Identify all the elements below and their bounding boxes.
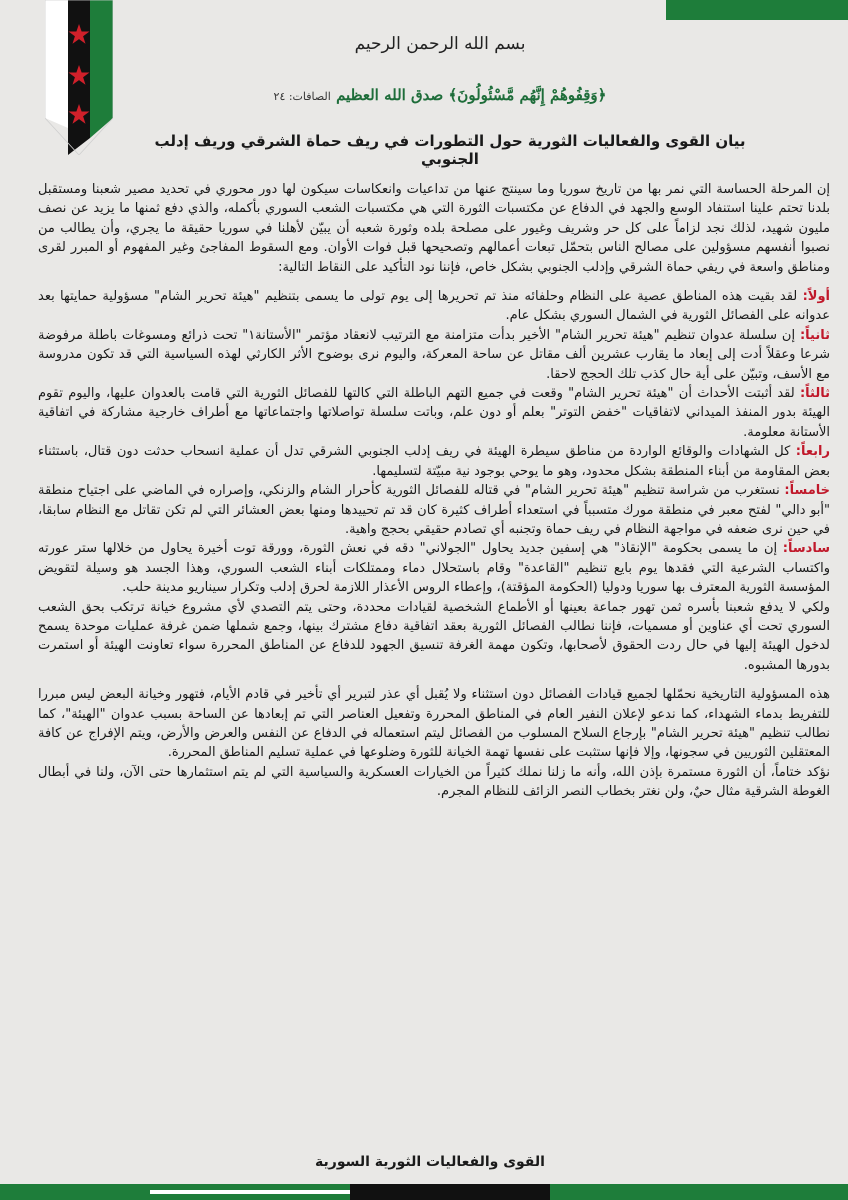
point-3 xyxy=(38,384,830,442)
intro-paragraph: إن المرحلة الحساسة التي نمر بها من تاريخ سوريا وما سينتج عنها من تداعيات وانعكاسات سيكون لها دور محوري في تحديد مصير شعبنا ومستقبل بلدنا تحتم علينا استنفاد الوسع والجهد في الدفاع عن مكتسبات الثورة التي هي مكتسبات الشعب السوري بأكمله، والذي دفع ثمنها ما يزيد عن نصف مليون شهيد، لذلك نجد لزاماً على كل حر وشريف وغيور على مصلحة بلده وثورة شعبه أن يبيّن لأهلنا في سوريا حقيقة ما يجري، وأن يطالب من نصبوا أنفسهم مسؤولين على مصالح الناس بتحمّل تبعات أعمالهم وتصحيحها قبل فوات الأوان. ومع السقوط المفاجئ وغير المفهوم أو المبرر لقرى ومناطق واسعة في ريفي حماة الشرقي وإدلب الجنوبي بشكل خاص، فإننا نود التأكيد على النقاط التالية: xyxy=(38,182,830,275)
point-3-text: لقد أثبتت الأحداث أن "هيئة تحرير الشام" وقعت في جميع التهم الباطلة التي كالتها للفصائل الثورية التي قامت بالعدوان عليها، واليوم تقوم الهيئة بدور المنفذ الميداني لاتفاقيات "خفض التوتر" بعلم أو دون علم، وباتت سلسلة تواصلاتها واجتماعاتها مع أطراف خارجية مشاركة في اتفاقية الأستانة معلومة. xyxy=(38,386,830,440)
point-4 xyxy=(38,442,830,481)
point-1-label: أولاً: xyxy=(802,289,830,305)
signature: القوى والفعاليات الثورية السورية xyxy=(315,1154,545,1170)
point-1 xyxy=(38,287,830,326)
point-6-text: إن ما يسمى بحكومة "الإنقاذ" هي إسفين جديد يحاول "الجولاني" دقه في نعش الثورة، وورقة توت أخيرة يحاول من خلالها ستر عورته واكتساب الشرعية التي فقدها يوم بايع تنظيم "القاعدة" وقام باستحلال دماء وممتلكات أبناء الشعب السوري، وهذا الجسد هو وسيلة لتقويض المؤسسة الثورية المعترف بها سوريا ودوليا (الحكومة المؤقتة)، وإعطاء الروس الأعذار اللازمة لحرق إدلب وتكرار سيناريو مدينة حلب. xyxy=(38,541,830,596)
quran-verse-text: ﴿وَقِفُوهُمْ إِنَّهُم مَّسْئُولُونَ﴾ صدق الله العظيم xyxy=(336,86,607,104)
point-2-label: ثانياً: xyxy=(799,327,830,343)
point-4-text: كل الشهادات والوقائع الواردة من مناطق سيطرة الهيئة في ريف إدلب الجنوبي الشرقي تدل أن عملية انسحاب حدثت دون قتال، باستثناء بعض المقاومة من أبناء المنطقة بشكل محدود، وهو ما يوحي بوجود نية مبيّتة لتسليمها. xyxy=(38,444,830,479)
closing-paragraph-1: ولكي لا يدفع شعبنا بأسره ثمن تهور جماعة بعينها أو الأطماع الشخصية لقيادات محددة، وحتى يتم التصدي لأي مشروع خيانة ترتكب بحق الشعب السوري تحت أي عناوين أو مسميات، فإننا نطالب الفصائل الثورية بعقد اتفاقية دفاع مشترك بينها، وجمع شملها ضمن غرفة عمليات موحدة يسمح لدخول الهيئة إليها في حال ردت الحقوق لأصحابها، وتكون مهمة الغرفة تنسيق الجهود للدفاع عن المناطق المحررة سواء تعاونت الهيئة أو استمرت بدورها المشبوه. xyxy=(38,599,830,673)
point-3-label: ثالثاً: xyxy=(799,386,830,402)
point-4-label: رابعاً: xyxy=(795,444,830,460)
point-5 xyxy=(38,481,830,539)
syrian-revolution-flag-icon xyxy=(45,0,113,155)
quran-verse xyxy=(200,86,680,104)
point-6 xyxy=(38,539,830,597)
statement-title: بيان القوى والفعاليات الثورية حول التطورات في ريف حماة الشرقي وريف إدلب الجنوبي xyxy=(154,132,746,168)
point-1-text: لقد بقيت هذه المناطق عصية على النظام وحلفائه منذ تم تحريرها إلى يوم تولى ما يسمى بتنظيم "هيئة تحرير الشام" مسؤولية حمايتها بعد عدوانه على الفصائل الثورية في الشمال السوري بشكل عام. xyxy=(38,289,830,324)
flag-white-stripe xyxy=(45,0,68,128)
closing-paragraph-2: هذه المسؤولية التاريخية نحمّلها لجميع قيادات الفصائل دون استثناء ولا يُقبل أي عذر لتبرير أي تأخير في قادم الأيام، فتهور وخيانة البعض ليس مبررا للتفريط بدماء الشهداء، كما ندعو لإعلان النفير العام في المناطق المحررة وتفعيل العناصر التي تم إبعادها عن الساحة بسبب عدوان "الهيئة"، كما نطالب تنظيم "هيئة تحرير الشام" بإرجاع السلاح المسلوب من الفصائل ليتم استعماله في الدفاع عن النفس والعرض والأرض، ويتم الإفراج عن كافة المعتقلين الثوريين في سجونها، وإلا فإنها ستثبت على نفسها تهمة الخيانة للثورة وضلوعها في عملية تسليم المناطق المحررة. xyxy=(38,687,830,761)
point-2-text: إن سلسلة عدوان تنظيم "هيئة تحرير الشام" الأخير بدأت متزامنة مع الترتيب لانعقاد مؤتمر "الأستانة١" تحت ذرائع ومسوغات باطلة مرفوضة شرعا وعقلاً أدت إلى إبعاد ما يقارب عشرين ألف مقاتل عن ساحة المعركة، واليوم نرى بوضوح الأثر الكارثي لهذه السياسية التي قد تكون مدروسة مع الأسف، وتبيّن على أية حال كذب تلك الحجج لاحقا. xyxy=(38,327,830,382)
statement-body xyxy=(38,180,830,802)
point-5-text: نستغرب من شراسة تنظيم "هيئة تحرير الشام" في قتاله للفصائل الثورية كأحرار الشام والزنكي، وإصراره في الماضي على اجتياح منطقة "أبو دالي" لفتح معبر في منطقة مورك متسبباً في استعداء أطراف كثيرة كان قد تم تحييدها ومنها بعض العشائر التي لم تكن تقاتل مع النظام سابقا، في حين نرى ضعفه في مواجهة النظام في ريف حماة وتجنبه أي تصادم حقيقي بحجج واهية. xyxy=(38,483,830,537)
bottom-white-stripe xyxy=(150,1190,350,1194)
point-6-label: سادساً: xyxy=(782,541,830,557)
quran-reference: الصافات: ٢٤ xyxy=(273,90,331,103)
top-accent-bar xyxy=(666,0,848,20)
point-5-label: خامساً: xyxy=(784,483,830,499)
point-2 xyxy=(38,326,830,384)
bottom-black-bar xyxy=(350,1184,550,1200)
basmala-calligraphy: بسم الله الرحمن الرحيم xyxy=(354,34,526,54)
flag-green-stripe xyxy=(90,0,113,138)
closing-paragraph-3: نؤكد ختاماً، أن الثورة مستمرة بإذن الله، وأنه ما زلنا نملك كثيراً من الخيارات العسكرية والسياسية التي لم يتم استثمارها حتى الآن، ولنا في أبطال الغوطة الشرقية مثال حيٌ، ولن نغتر بخطاب النصر الزائف للنظام المجرم. xyxy=(38,764,830,800)
